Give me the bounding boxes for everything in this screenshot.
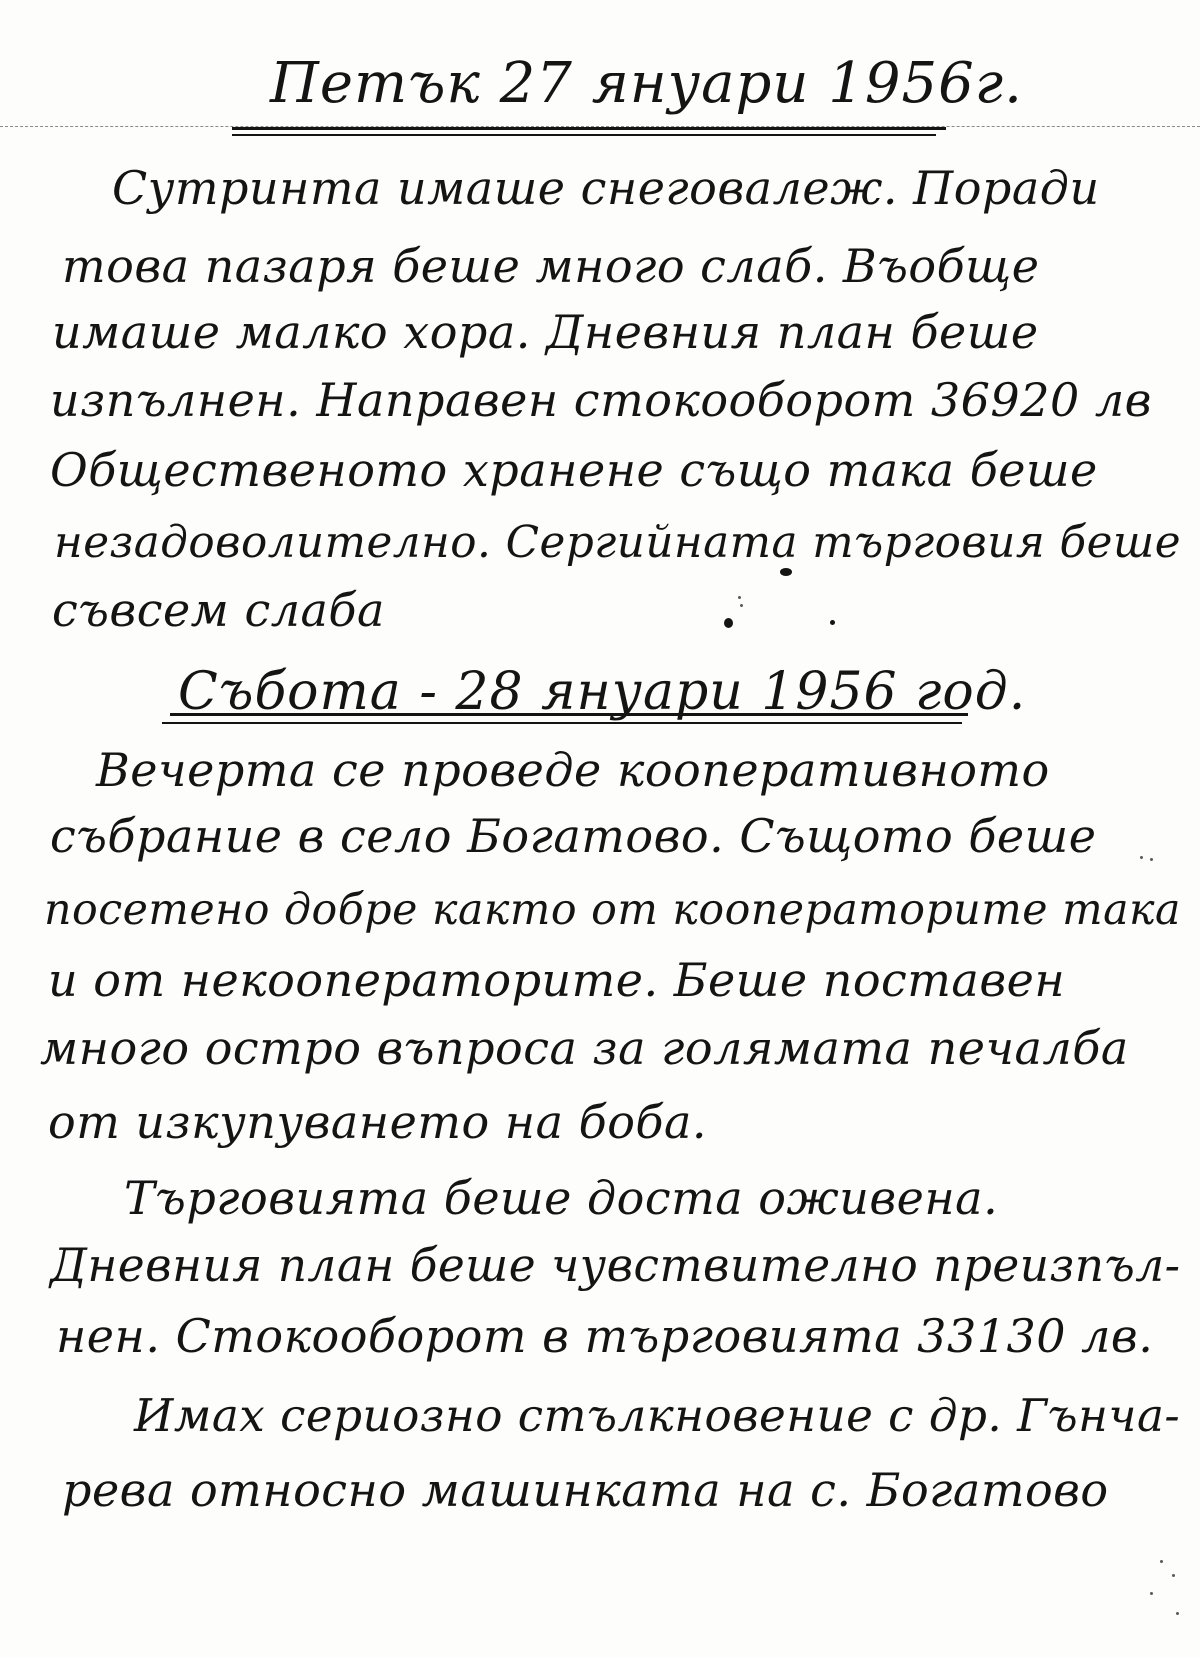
text-line: събрание в село Богатово. Същото беше (50, 809, 1097, 863)
text-line: изпълнен. Направен стокооборот 36920 лв (50, 373, 1152, 427)
text-line: нен. Стокооборот в търговията 33130 лв. (56, 1309, 1154, 1363)
ink-blot (830, 620, 835, 625)
heading-underline (232, 134, 936, 136)
heading-underline (162, 722, 962, 724)
ink-speck (1176, 1612, 1179, 1615)
ink-speck (1140, 856, 1143, 859)
text-line: рева относно машинката на с. Богатово (62, 1463, 1109, 1517)
ink-blot (724, 618, 733, 628)
text-line: съвсем слаба (52, 583, 385, 637)
ink-speck (738, 596, 741, 599)
entry-date-heading: Петък 27 януари 1956г. (270, 51, 1023, 116)
ink-blot (780, 568, 792, 576)
text-line: Имах сериозно стълкновение с др. Гънча- (134, 1389, 1181, 1442)
ink-speck (1150, 1592, 1153, 1595)
text-line: Дневния план беше чувствително преизпъл- (50, 1239, 1181, 1292)
ink-speck (1172, 1574, 1175, 1577)
heading-underline (232, 127, 946, 130)
text-line: Търговията беше доста оживена. (124, 1171, 999, 1225)
ink-speck (1150, 858, 1153, 861)
text-line: много остро въпроса за голямата печалба (40, 1021, 1129, 1075)
ink-speck (1160, 1560, 1163, 1563)
text-line: това пазаря беше много слаб. Въобще (62, 239, 1040, 293)
entry-date-heading: Събота - 28 януари 1956 год. (178, 662, 1027, 722)
text-line: от изкупуването на боба. (48, 1095, 708, 1149)
text-line: имаше малко хора. Дневния план беше (52, 305, 1039, 359)
text-line: Сутринта имаше снеговалеж. Поради (112, 161, 1100, 215)
text-line: посетено добре както от кооператорите така (44, 885, 1181, 935)
text-line: Общественото хранене също така беше (50, 443, 1098, 497)
text-line: незадоволително. Сергийната търговия беше (54, 518, 1182, 568)
ink-speck (740, 604, 743, 607)
text-line: Вечерта се проведе кооперативното (96, 743, 1050, 797)
text-line: и от некооператорите. Беше поставен (48, 953, 1066, 1007)
heading-underline (170, 713, 968, 716)
